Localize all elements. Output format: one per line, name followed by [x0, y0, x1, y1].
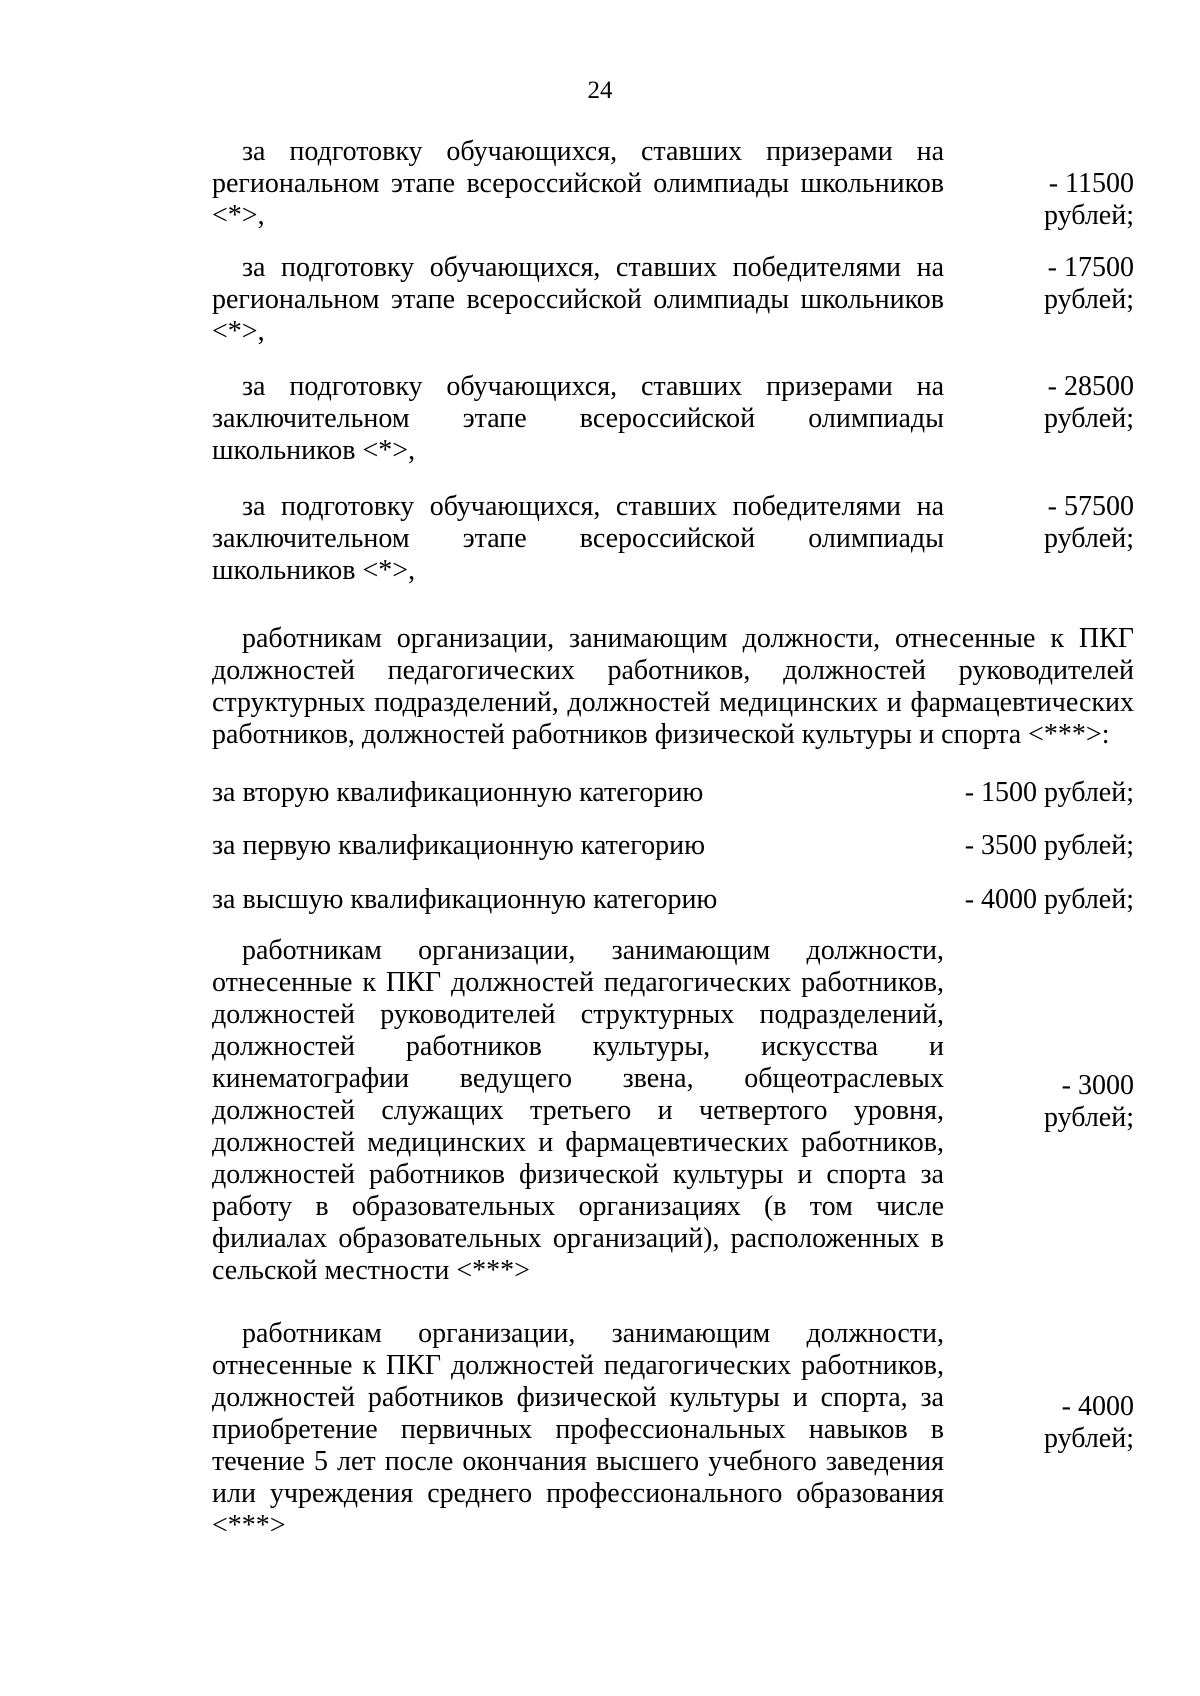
text-line: кинематографии ведущего звена, общеотраслевых: [212, 1063, 944, 1094]
category-label: за вторую квалификационную категорию: [212, 777, 704, 808]
amount-unit: рублей;: [1044, 523, 1134, 554]
amount-value: - 3000: [1061, 1070, 1134, 1101]
amount-unit: рублей;: [1044, 200, 1134, 231]
text-line: работу в образовательных организациях (в том числе: [212, 1191, 944, 1222]
text-line: работников, должностей работников физической культуры и спорта <***>:: [212, 719, 1110, 750]
text-line: отнесенные к ПКГ должностей педагогических работников,: [212, 967, 944, 998]
text-line: за подготовку обучающихся, ставших победителями на: [242, 491, 944, 522]
text-line: заключительном этапе всероссийской олимпиады: [212, 523, 944, 554]
category-row: [212, 830, 1134, 862]
amount-value: - 4000: [1061, 1391, 1134, 1422]
text-line: должностей служащих третьего и четвертого уровня,: [212, 1095, 944, 1126]
young-specialist-item: [212, 1318, 1134, 1542]
text-line: заключительном этапе всероссийской олимпиады: [212, 403, 944, 434]
category-row: [212, 777, 1134, 809]
text-line: должностей руководителей структурных подразделений,: [212, 999, 944, 1030]
amount-value: - 17500: [1047, 252, 1134, 283]
amount-unit: рублей;: [1044, 284, 1134, 315]
olympiad-item-text: [212, 371, 944, 467]
text-line: работникам организации, занимающим должности, отнесенные к ПКГ: [242, 623, 1134, 654]
text-line: филиалах образовательных организаций), расположенных в: [212, 1223, 944, 1254]
olympiad-item: [212, 371, 1134, 467]
text-line: должностей работников культуры, искусства и: [212, 1031, 944, 1062]
olympiad-item: [212, 136, 1134, 232]
text-line: приобретение первичных профессиональных навыков в: [212, 1414, 944, 1445]
text-line: работникам организации, занимающим должности,: [242, 935, 944, 966]
category-amount: - 4000 рублей;: [964, 884, 1134, 915]
amount-value: - 28500: [1047, 371, 1134, 402]
text-line: за подготовку обучающихся, ставших призерами на: [242, 136, 944, 167]
text-line: или учреждения среднего профессионального образования: [212, 1478, 944, 1509]
text-line: структурных подразделений, должностей медицинских и фармацевтических: [212, 687, 1134, 718]
olympiad-item-text: [212, 136, 944, 232]
text-line: школьников <*>,: [212, 435, 416, 466]
text-line: должностей медицинских и фармацевтических работников,: [212, 1127, 944, 1158]
olympiad-item-amount: [994, 168, 1134, 232]
amount-unit: рублей;: [1044, 1102, 1134, 1133]
text-line: сельской местности <***>: [212, 1255, 530, 1286]
amount-unit: рублей;: [1044, 403, 1134, 434]
olympiad-item-text: [212, 491, 944, 587]
rural-item: [212, 935, 1134, 1287]
text-line: должностей педагогических работников, должностей руководителей: [212, 655, 1134, 686]
text-line: <*>,: [212, 316, 265, 347]
text-line: работникам организации, занимающим должности,: [242, 1318, 944, 1349]
text-line: школьников <*>,: [212, 555, 416, 586]
amount-value: - 11500: [1048, 168, 1134, 199]
young-specialist-item-amount: [994, 1391, 1134, 1455]
text-line: региональном этапе всероссийской олимпиады школьников: [212, 284, 944, 315]
text-line: региональном этапе всероссийской олимпиады школьников: [212, 168, 944, 199]
text-line: <***>: [212, 1510, 286, 1541]
text-line: должностей работников физической культуры и спорта, за: [212, 1382, 944, 1413]
olympiad-item-amount: [994, 252, 1134, 316]
category-row: [212, 884, 1134, 916]
category-label: за высшую квалификационную категорию: [212, 884, 718, 915]
olympiad-item-amount: [994, 491, 1134, 555]
text-line: за подготовку обучающихся, ставших призерами на: [242, 371, 944, 402]
category-amount: - 3500 рублей;: [964, 830, 1134, 861]
qualification-intro: [212, 623, 1134, 751]
text-line: <*>,: [212, 200, 265, 231]
text-line: за подготовку обучающихся, ставших победителями на: [242, 252, 944, 283]
text-line: должностей работников физической культуры и спорта за: [212, 1159, 944, 1190]
young-specialist-item-text: [212, 1318, 944, 1542]
text-line: отнесенные к ПКГ должностей педагогических работников,: [212, 1350, 944, 1381]
olympiad-item: [212, 491, 1134, 587]
rural-item-amount: [994, 1070, 1134, 1134]
category-label: за первую квалификационную категорию: [212, 830, 705, 861]
amount-value: - 57500: [1047, 491, 1134, 522]
rural-item-text: [212, 935, 944, 1287]
amount-unit: рублей;: [1044, 1423, 1134, 1454]
olympiad-item-amount: [994, 371, 1134, 435]
olympiad-item-text: [212, 252, 944, 348]
olympiad-item: [212, 252, 1134, 348]
page-number: 24: [587, 77, 613, 104]
text-line: течение 5 лет после окончания высшего учебного заведения: [212, 1446, 944, 1477]
category-amount: - 1500 рублей;: [964, 777, 1134, 808]
